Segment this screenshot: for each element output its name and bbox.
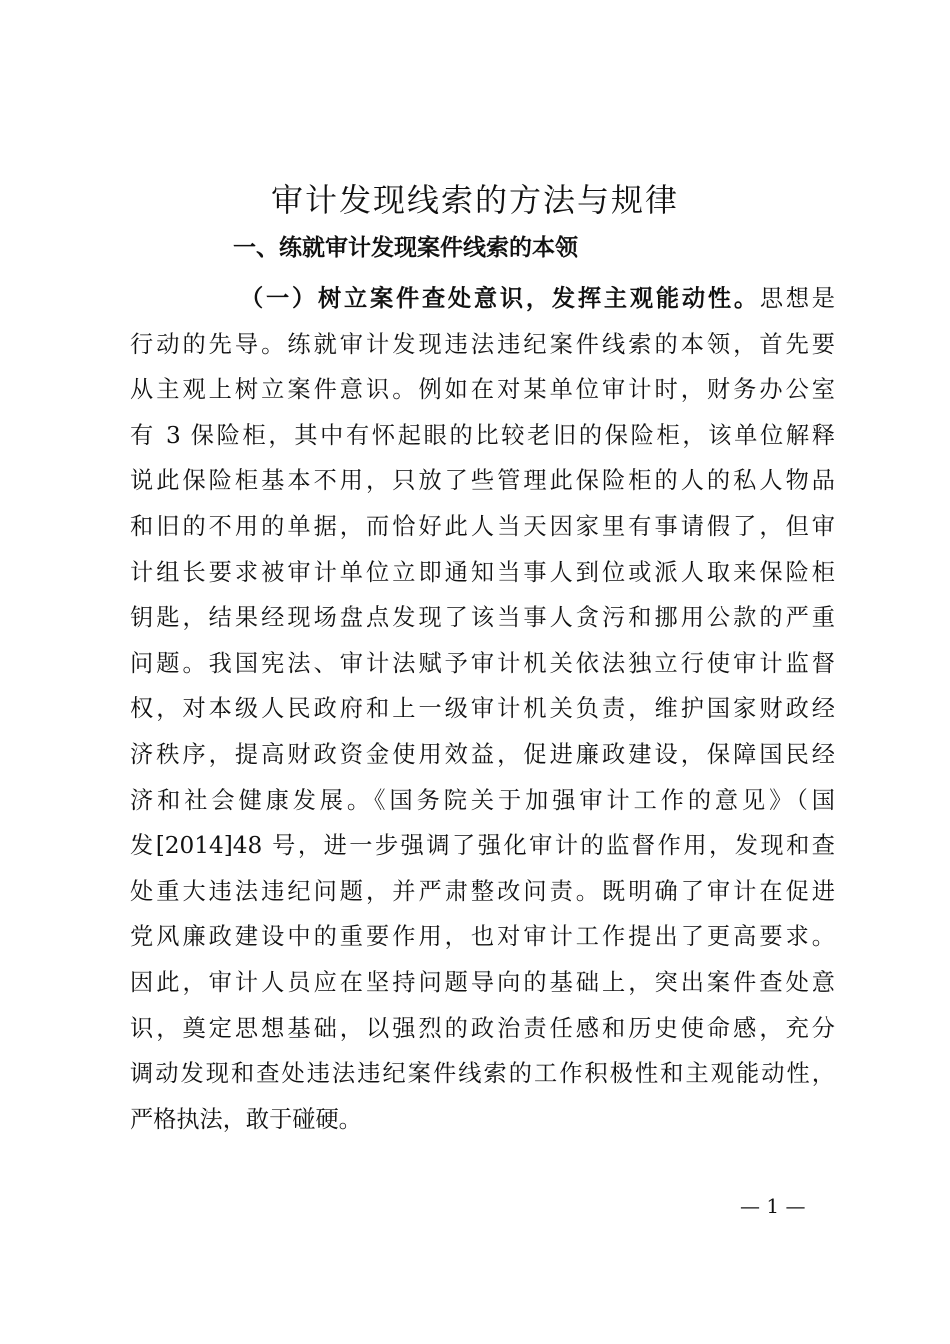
paragraph-line-text: 思想是 xyxy=(759,285,835,312)
paragraph-line: 权，对本级人民政府和上一级审计机关负责，维护国家财政经 xyxy=(130,695,835,723)
paragraph-line: 处重大违法违纪问题，并严肃整改问责。既明确了审计在促进 xyxy=(130,877,835,905)
paragraph-line: 钥匙，结果经现场盘点发现了该当事人贪污和挪用公款的严重 xyxy=(130,604,835,632)
paragraph-line: 和旧的不用的单据，而恰好此人当天因家里有事请假了，但审 xyxy=(130,512,835,540)
paragraph-line: 计组长要求被审计单位立即通知当事人到位或派人取来保险柜 xyxy=(130,558,835,586)
paragraph-line: 问题。我国宪法、审计法赋予审计机关依法独立行使审计监督 xyxy=(130,649,835,677)
paragraph-line: 有 3 保险柜，其中有怀起眼的比较老旧的保险柜，该单位解释 xyxy=(130,421,835,449)
paragraph-line: 行动的先导。练就审计发现违法违纪案件线索的本领，首先要 xyxy=(130,330,835,358)
paragraph-line xyxy=(130,276,835,322)
body-paragraph xyxy=(130,276,835,1142)
paragraph-line: 严格执法，敢于碰硬。 xyxy=(130,1105,362,1133)
paragraph-line: 党风廉政建设中的重要作用，也对审计工作提出了更高要求。 xyxy=(130,923,835,951)
page-number: — 1 — xyxy=(740,1194,806,1218)
paragraph-lead-phrase: （一）树立案件查处意识，发挥主观能动性。 xyxy=(240,285,760,312)
section-heading: 一、练就审计发现案件线索的本领 xyxy=(233,235,578,261)
paragraph-line: 说此保险柜基本不用，只放了些管理此保险柜的人的私人物品 xyxy=(130,467,835,495)
paragraph-line: 调动发现和查处违法违纪案件线索的工作积极性和主观能动性， xyxy=(130,1060,835,1088)
paragraph-line: 济和社会健康发展。《国务院关于加强审计工作的意见》（国 xyxy=(130,786,835,814)
paragraph-line: 发[2014]48 号，进一步强调了强化审计的监督作用，发现和查 xyxy=(130,832,835,860)
paragraph-line: 识，奠定思想基础，以强烈的政治责任感和历史使命感，充分 xyxy=(130,1014,835,1042)
paragraph-line: 因此，审计人员应在坚持问题导向的基础上，突出案件查处意 xyxy=(130,968,835,996)
paragraph-line: 济秩序，提高财政资金使用效益，促进廉政建设，保障国民经 xyxy=(130,740,835,768)
paragraph-line: 从主观上树立案件意识。例如在对某单位审计时，财务办公室 xyxy=(130,376,835,404)
page-title: 审计发现线索的方法与规律 xyxy=(270,181,679,219)
